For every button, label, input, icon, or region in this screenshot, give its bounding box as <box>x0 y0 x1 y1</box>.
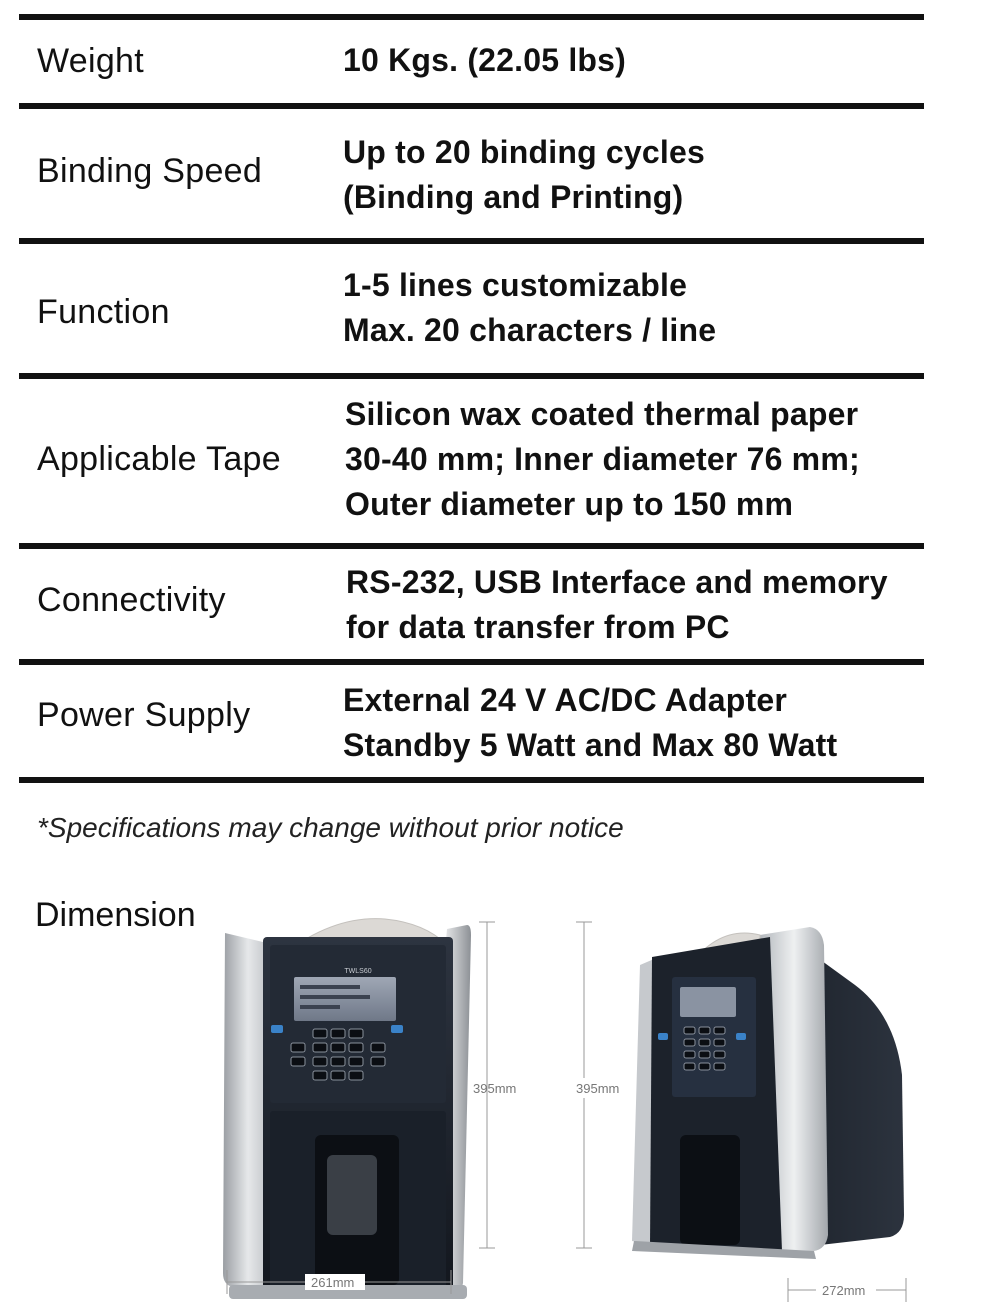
spec-value-line: RS-232, USB Interface and memory <box>346 564 888 600</box>
side-height-label: 395mm <box>576 1081 620 1096</box>
side-depth-label: 272mm <box>822 1283 866 1298</box>
disclaimer-note: *Specifications may change without prior notice <box>37 812 624 843</box>
front-width-label: 261mm <box>311 1275 355 1290</box>
spec-value-line: 1-5 lines customizable <box>343 267 688 303</box>
spec-value-connectivity <box>346 560 888 650</box>
front-height-label: 395mm <box>473 1081 517 1096</box>
table-rule-top <box>19 14 924 20</box>
spec-value-line: Up to 20 binding cycles <box>343 134 706 170</box>
spec-value-line: Silicon wax coated thermal paper <box>345 396 859 432</box>
spec-label-binding-speed: Binding Speed <box>37 152 263 190</box>
table-rule <box>19 543 924 549</box>
table-rule <box>19 373 924 379</box>
spec-value-applicable-tape <box>345 392 860 527</box>
spec-label-function: Function <box>37 293 170 331</box>
spec-value-line: Standby 5 Watt and Max 80 Watt <box>343 727 838 763</box>
spec-value-line: 30-40 mm; Inner diameter 76 mm; <box>345 441 860 477</box>
front-dimension-lines <box>225 918 545 1308</box>
spec-value-weight <box>343 38 626 83</box>
side-dimension-lines <box>570 918 930 1310</box>
spec-value-line: for data transfer from PC <box>346 609 730 645</box>
spec-value-line: Max. 20 characters / line <box>343 312 717 348</box>
table-rule <box>19 103 924 109</box>
spec-value-line: (Binding and Printing) <box>343 179 684 215</box>
spec-label-connectivity: Connectivity <box>37 581 226 619</box>
table-rule-bottom <box>19 777 924 783</box>
table-rule <box>19 659 924 665</box>
spec-label-weight: Weight <box>37 42 145 80</box>
table-rule <box>19 238 924 244</box>
dimension-title: Dimension <box>35 896 196 934</box>
spec-value-line: External 24 V AC/DC Adapter <box>343 682 788 718</box>
spec-label-applicable-tape: Applicable Tape <box>37 440 281 478</box>
spec-value-line: Outer diameter up to 150 mm <box>345 486 794 522</box>
spec-value-power-supply <box>343 678 837 768</box>
spec-value-line: 10 Kgs. (22.05 lbs) <box>343 42 627 78</box>
spec-label-power-supply: Power Supply <box>37 696 251 734</box>
spec-value-function <box>343 263 716 353</box>
brand-logo: TWLS60 <box>344 968 372 975</box>
spec-value-binding-speed <box>343 130 705 220</box>
